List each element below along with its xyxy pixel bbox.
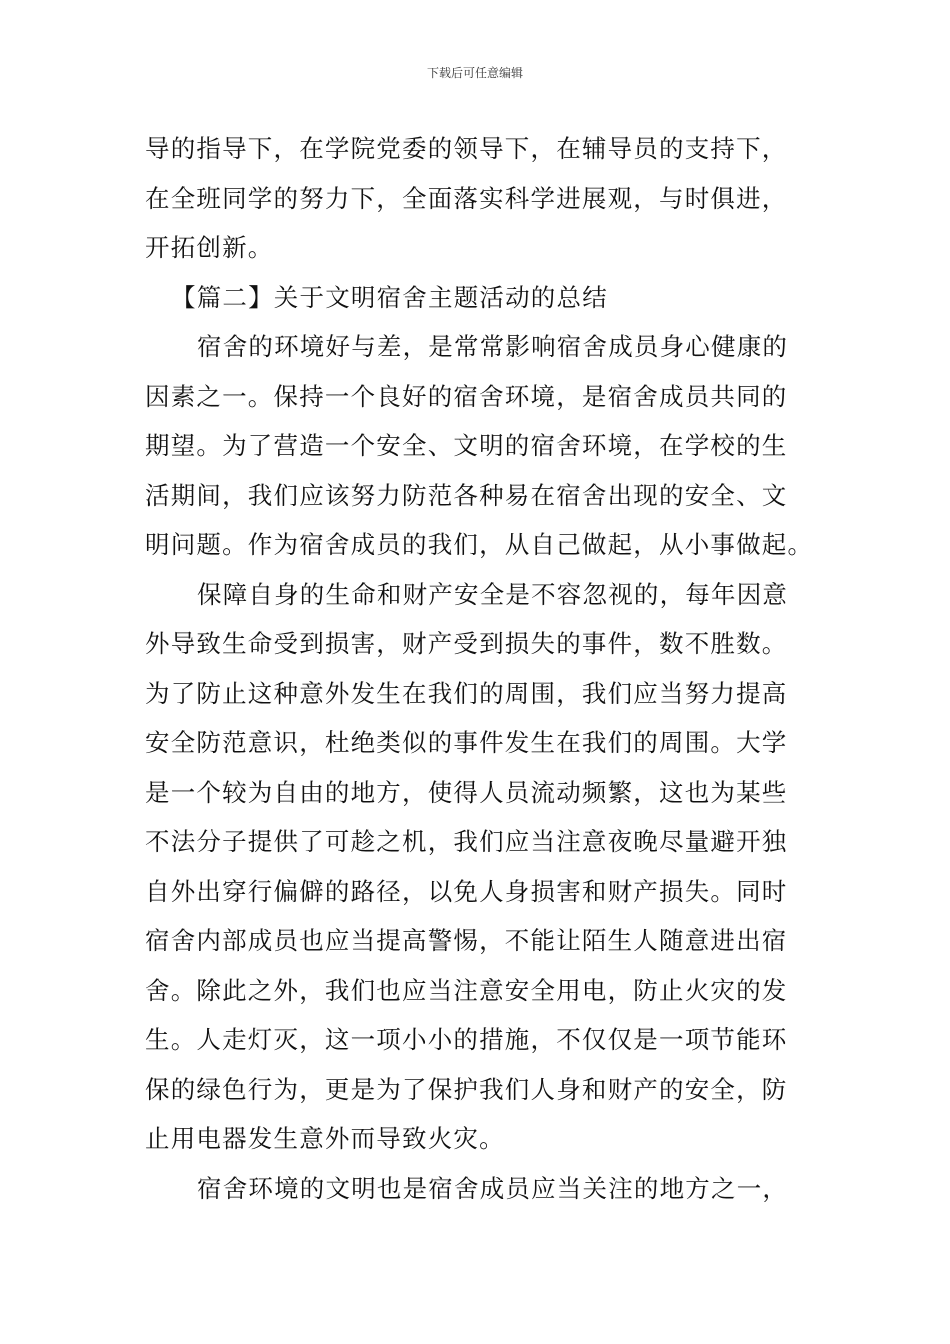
paragraph <box>145 1164 815 1214</box>
text-line: 期望。为了营造一个安全、文明的宿舍环境，在学校的生 <box>145 431 788 460</box>
text-line: 不法分子提供了可趁之机，我们应当注意夜晚尽量避开独 <box>145 827 788 856</box>
text-line: 宿舍内部成员也应当提高警惕，不能让陌生人随意进出宿 <box>145 926 788 955</box>
text-line: 宿舍环境的文明也是宿舍成员应当关注的地方之一， <box>197 1173 789 1203</box>
page-header: 下载后可任意编辑 <box>426 66 523 80</box>
section-heading <box>145 273 815 323</box>
text-line: 外导致生命受到损害，财产受到损失的事件，数不胜数。 <box>145 629 788 658</box>
text-line: 安全防范意识，杜绝类似的事件发生在我们的周围。大学 <box>145 728 788 757</box>
text-line: 宿舍的环境好与差，是常常影响宿舍成员身心健康的 <box>197 332 789 361</box>
text-line: 因素之一。保持一个良好的宿舍环境，是宿舍成员共同的 <box>145 381 788 411</box>
text-line: 保障自身的生命和财产安全是不容忽视的，每年因意 <box>197 579 789 609</box>
text-line: 舍。除此之外，我们也应当注意安全用电，防止火灾的发 <box>145 975 788 1005</box>
text-line: 自外出穿行偏僻的路径，以免人身损害和财产损失。同时 <box>145 876 788 906</box>
section-heading-text: 【篇二】关于文明宿舍主题活动的总结 <box>171 282 608 312</box>
text-line: 明问题。作为宿舍成员的我们，从自己做起，从小事做起。 <box>145 530 814 559</box>
paragraph-continued <box>145 124 815 273</box>
text-line: 生。人走灯灭，这一项小小的措施，不仅仅是一项节能环 <box>145 1025 788 1054</box>
text-line: 活期间，我们应该努力防范各种易在宿舍出现的安全、文 <box>145 480 788 510</box>
text-line: 止用电器发生意外而导致火灾。 <box>145 1124 505 1153</box>
text-line: 保的绿色行为，更是为了保护我们人身和财产的安全，防 <box>145 1074 788 1104</box>
text-line: 为了防止这种意外发生在我们的周围，我们应当努力提高 <box>145 678 788 708</box>
paragraph <box>145 322 815 570</box>
text-line: 在全班同学的努力下，全面落实科学进展观，与时俱进， <box>145 183 788 213</box>
text-line: 是一个较为自由的地方，使得人员流动频繁，这也为某些 <box>145 777 788 807</box>
paragraph <box>145 570 815 1164</box>
document-body <box>145 124 815 1213</box>
text-line: 导的指导下，在学院党委的领导下，在辅导员的支持下， <box>145 134 788 163</box>
text-line: 开拓创新。 <box>145 233 274 262</box>
